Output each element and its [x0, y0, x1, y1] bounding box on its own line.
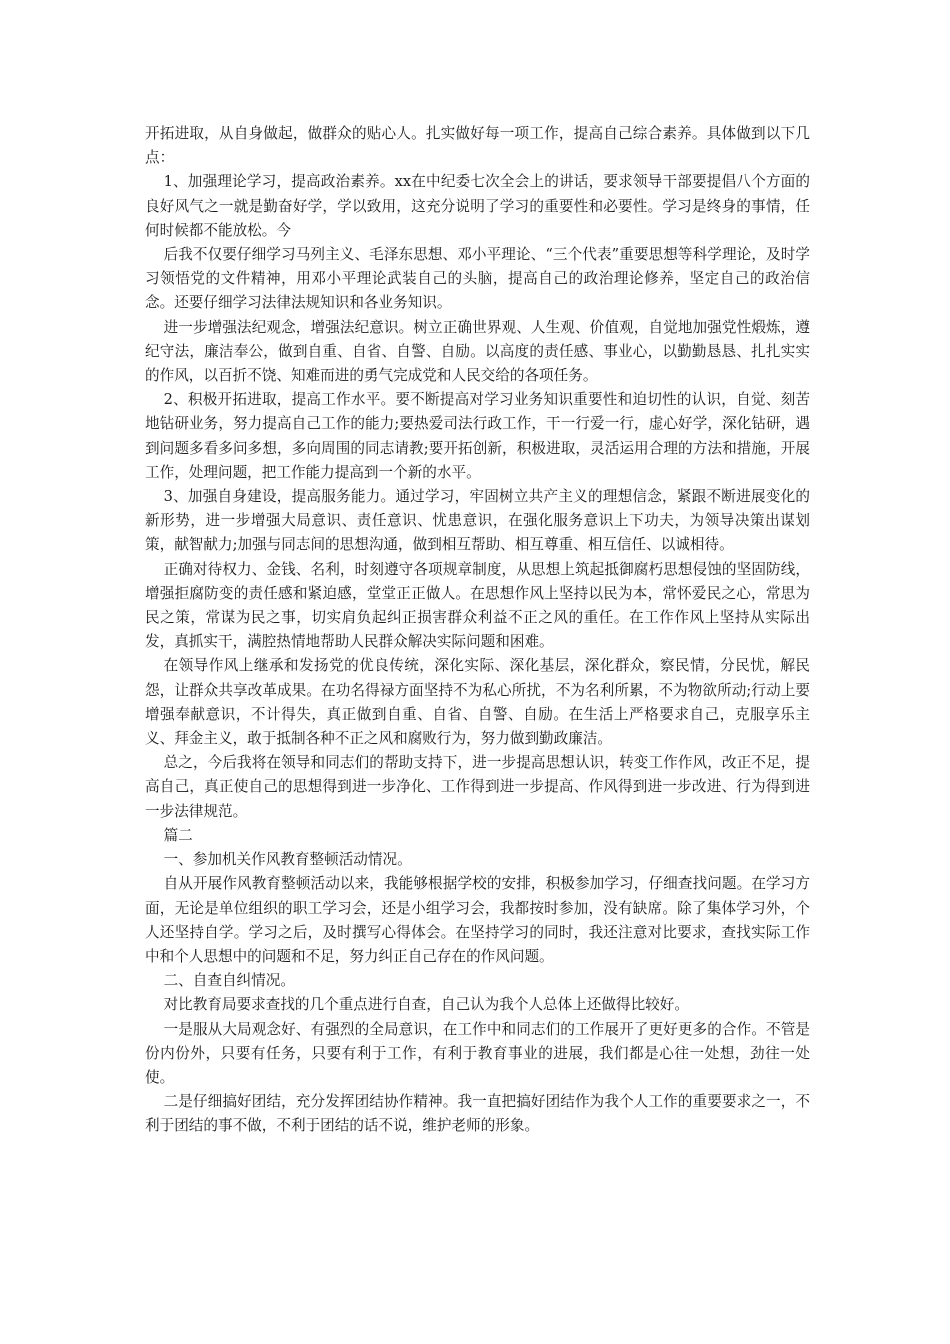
paragraph-self-check: 对比教育局要求查找的几个重点进行自查，自己认为我个人总体上还做得比较好。	[163, 996, 689, 1014]
section-heading-part-two: 篇二	[163, 826, 193, 844]
document-body	[145, 122, 810, 1139]
paragraph-legal-awareness: 进一步增强法纪观念，增强法纪意识。树立正确世界观、人生观、价值观，自觉地加强党性煅炼，遵纪守法，廉洁奉公，做到自重、自省、自警、自励。以高度的责任感、事业心，以勤勤恳恳、扎扎实实的作风，以百折不饶、知难而进的勇气完成党和人民交给的各项任务。	[145, 318, 810, 385]
paragraph-intro: 开拓进取，从自身做起，做群众的贴心人。扎实做好每一项工作，提高自己综合素养。具体做到以下几点：	[145, 125, 810, 167]
paragraph-study-theory: 后我不仅要仔细学习马列主义、毛泽东思想、邓小平理论、“三个代表”重要思想等科学理论，及时学习领悟党的文件精神，用邓小平理论武装自己的头脑，提高自己的政治理论修养，坚定自己的政治信念。还要仔细学习法律法规知识和各业务知识。	[145, 246, 810, 312]
paragraph-point-2: 2、积极开拓进取，提高工作水平。要不断提高对学习业务知识重要性和迫切性的认识，自觉、刻苦地钻研业务，努力提高自己工作的能力;要热爱司法行政工作，干一行爱一行，虚心好学，深化钻研，遇到问题多看多问多想，多向周围的同志请教;要开拓创新，积极进取，灵活运用合理的方法和措施，开展工作，处理问题，把工作能力提高到一个新的水平。	[145, 391, 810, 481]
paragraph-activity: 自从开展作风教育整顿活动以来，我能够根据学校的安排，积极参加学习，仔细查找问题。在学习方面，无论是单位组织的职工学习会，还是小组学习会，我都按时参加，没有缺席。除了集体学习外，个人还坚持自学。学习之后，及时撰写心得体会。在坚持学习的同时，我还注意对比要求，查找实际工作中和个人思想中的问题和不足，努力纠正自己存在的作风问题。	[145, 875, 810, 965]
section-heading-self-check: 二、自查自纠情况。	[163, 972, 295, 990]
paragraph-leadership-style: 在领导作风上继承和发扬党的优良传统，深化实际、深化基层，深化群众，察民情，分民忧，解民怨，让群众共享改革成果。在功名得禄方面坚持不为私心所扰，不为名利所累，不为物欲所动;行动上要增强奉献意识，不计得失，真正做到自重、自省、自警、自励。在生活上严格要求自己，克服享乐主义、拜金主义，敢于抵制各种不正之风和腐败行为，努力做到勤政廉洁。	[145, 657, 810, 748]
section-heading-activity: 一、参加机关作风教育整顿活动情况。	[163, 851, 412, 869]
paragraph-first-point: 一是服从大局观念好、有强烈的全局意识，在工作中和同志们的工作展开了更好更多的合作。不管是份内份外，只要有任务，只要有利于工作，有利于教育事业的进展，我们都是心往一处想，劲往一处使。	[145, 1020, 810, 1086]
paragraph-second-point: 二是仔细搞好团结，充分发挥团结协作精神。我一直把搞好团结作为我个人工作的重要要求之一，不利于团结的事不做，不利于团结的话不说，维护老师的形象。	[145, 1093, 810, 1135]
paragraph-point-3: 3、加强自身建设，提高服务能力。通过学习，牢固树立共产主义的理想信念，紧跟不断进展变化的新形势，进一步增强大局意识、责任意识、忧患意识，在强化服务意识上下功夫，为领导决策出谋划策，献智献力;加强与同志间的思想沟通，做到相互帮助、相互尊重、相互信任、以诚相待。	[145, 488, 810, 554]
paragraph-power-money: 正确对待权力、金钱、名利，时刻遵守各项规章制度，从思想上筑起抵御腐朽思想侵蚀的坚固防线，增强拒腐防变的责任感和紧迫感，堂堂正正做人。在思想作风上坚持以民为本，常怀爱民之心，常思为民之策，常谋为民之事，切实肩负起纠正损害群众利益不正之风的重任。在工作作风上坚持从实际出发，真抓实干，满腔热情地帮助人民群众解决实际问题和困难。	[145, 560, 810, 651]
paragraph-point-1: 1、加强理论学习，提高政治素养。xx在中纪委七次全会上的讲话，要求领导干部要提倡八个方面的良好风气之一就是勤奋好学，学以致用，这充分说明了学习的重要性和必要性。学习是终身的事情，任何时候都不能放松。今	[145, 173, 810, 239]
paragraph-conclusion: 总之，今后我将在领导和同志们的帮助支持下，进一步提高思想认识，转变工作作风，改正不足，提高自己，真正使自己的思想得到进一步净化、工作得到进一步提高、作风得到进一步改进、行为得到进一步法律规范。	[145, 754, 810, 820]
